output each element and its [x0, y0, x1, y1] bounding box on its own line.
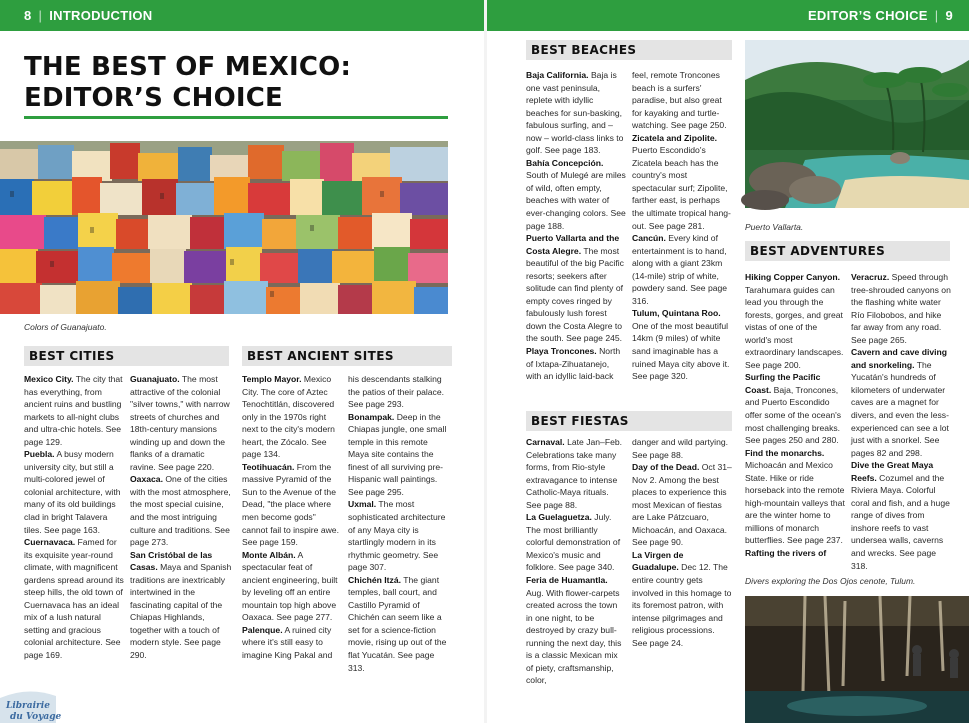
entry-name: Oaxaca. — [130, 474, 163, 485]
entry-text: The most attractive of the colonial "silver towns," with narrow streets of churches and 18th-century mansions winding up and down the flanks of a dramatic ravine. See page 220. — [130, 374, 230, 472]
entry-name: Cavern and cave diving and snorkeling. — [851, 347, 947, 370]
entry-text: Oct 31–Nov 2. Among the best places to experience this most Mexican of fiestas are Lake Pátzcuaro, Michoacán, and Oaxaca. See page 90. — [632, 462, 732, 548]
entry-text: A spectacular feat of ancient engineering, built by leveling off an entire mountain top high above Oaxaca. See page 277. — [242, 549, 338, 623]
best-ancient-sites-heading: BEST ANCIENT SITES — [242, 346, 452, 366]
entry — [745, 547, 845, 560]
entry — [348, 574, 448, 674]
entry-name: San Cristóbal de las Casas. — [130, 549, 213, 573]
best-ancient-sites-column-2 — [348, 373, 448, 674]
entry — [130, 473, 232, 548]
entry-text: Every kind of entertainment is to hand, along with a giant 23km (14-mile) strip of white, powdery sand. See page 316. — [632, 233, 728, 306]
header-separator: | — [38, 8, 43, 23]
entry-text: South of Mulegé are miles of wild, often empty, beaches with water of ever-changing colors. See page 188. — [526, 170, 626, 231]
best-cities-column-2 — [130, 373, 232, 662]
left-running-title: INTRODUCTION — [49, 8, 153, 23]
entry — [242, 624, 342, 662]
entry — [632, 307, 732, 382]
librairie-du-voyage-logo — [0, 688, 62, 723]
best-adventures-heading: BEST ADVENTURES — [745, 241, 950, 261]
puerto-vallarta-illustration — [745, 40, 969, 208]
right-page-number: 9 — [945, 8, 953, 23]
best-beaches-column-2 — [632, 69, 732, 383]
logo-shape — [0, 688, 62, 723]
guanajuato-caption: Colors of Guanajuato. — [24, 322, 107, 332]
entry-text: A ruined city where it's still easy to imagine King Pakal and — [242, 624, 333, 661]
cenote-caption: Divers exploring the Dos Ojos cenote, Tulum. — [745, 576, 916, 586]
entry-name: Templo Mayor. — [242, 374, 302, 384]
entry — [632, 461, 732, 549]
entry-text: From the massive Pyramid of the Sun to the Avenue of the Dead, "the place where men become gods" cannot fail to inspire awe. See page 159. — [242, 461, 339, 548]
entry — [632, 132, 732, 232]
entry-text: Michoacán and Mexico State. Hike or ride horseback into the remote high-mountain valleys that are the winter home to millions of monarch butterflies. See page 237. — [745, 460, 845, 546]
entry-text: The Yucatán's hundreds of kilometers of underwater caves are a magnet for divers, and even the less-experienced can see a lot just with a snorkel. See pages 82 and 298. — [851, 359, 949, 458]
entry-name: Hiking Copper Canyon. — [745, 272, 841, 282]
entry-text: July. The most brilliantly colorful demonstration of Mexico's music and folklore. See page 340. — [526, 512, 621, 573]
logo-line1: Librairie — [6, 701, 50, 711]
puerto-vallarta-photo — [745, 40, 969, 208]
entry — [632, 436, 732, 461]
guanajuato-illustration — [0, 141, 448, 314]
entry — [242, 461, 342, 549]
left-page-header — [0, 0, 484, 31]
entry — [242, 549, 342, 624]
entry-text: Baja is one vast peninsula, replete with idyllic beaches for sun-basking, fabulous surfing, and – now – world-class links to golf. See page 183. — [526, 70, 624, 156]
entry-text: One of the cities with the most atmosphere, the most special cuisine, and the most intriguing culture and traditions. See page 273. — [130, 474, 231, 548]
best-cities-column-1 — [24, 373, 126, 662]
entry — [851, 271, 951, 346]
entry-name: Playa Troncones. — [526, 346, 597, 357]
entry — [526, 157, 626, 232]
entry — [24, 448, 126, 536]
right-page-header — [487, 0, 969, 31]
best-beaches-column-1 — [526, 69, 626, 383]
cenote-illustration — [745, 596, 969, 723]
entry-name: Mexico City. — [24, 374, 74, 384]
page-title-line2: EDITOR’S CHOICE — [24, 83, 283, 113]
entry-name: Dive the Great Maya Reefs. — [851, 460, 934, 483]
entry-text: Baja, Troncones, and Puerto Escondido offer some of the ocean's most challenging breaks. See pages 250 and 280. — [745, 384, 842, 446]
entry-name: Baja California. — [526, 70, 589, 80]
entry-text: A busy modern university city, but still a multi-colored jewel of colonial architecture, with many of its old buildings clad in bright Talavera tiles. See page 163. — [24, 449, 121, 535]
entry-text: One of the most beautiful 14km (9 miles) of white sand imaginable has a ruined Maya city above it. See page 320. — [632, 320, 730, 382]
entry-name: Feria de Huamantla. — [526, 575, 608, 586]
entry — [526, 436, 626, 511]
entry — [130, 549, 232, 662]
entry — [851, 459, 951, 572]
header-separator: | — [934, 8, 939, 23]
entry-text: his descendants stalking the patios of their palace. See page 293. — [348, 374, 445, 410]
entry — [242, 373, 342, 461]
entry-name: Monte Albán. — [242, 549, 296, 560]
entry-name: Puerto Vallarta and the Costa Alegre. — [526, 233, 620, 256]
entry — [526, 69, 626, 157]
entry-text: feel, remote Troncones beach is a surfers' paradise, but also great for kayaking and turtle-watching. See page 250. — [632, 70, 727, 131]
entry — [526, 511, 626, 574]
best-ancient-sites-column-1 — [242, 373, 342, 662]
entry-name: Tulum, Quintana Roo. — [632, 308, 721, 319]
entry — [526, 232, 626, 345]
entry-name: Cuernavaca. — [24, 537, 76, 548]
entry-name: Rafting the rivers of — [745, 548, 827, 559]
entry-name: Carnaval. — [526, 437, 565, 447]
cenote-photo — [745, 596, 969, 723]
entry — [632, 232, 732, 307]
entry-name: Bahía Concepción. — [526, 157, 604, 168]
puerto-vallarta-caption: Puerto Vallarta. — [745, 222, 804, 232]
entry-name: Zicatela and Zipolite. — [632, 132, 717, 143]
best-adventures-column-2 — [851, 271, 951, 572]
entry-name: Chichén Itzá. — [348, 574, 402, 585]
page-title — [24, 52, 454, 114]
entry — [24, 373, 126, 448]
entry — [851, 346, 951, 459]
entry — [348, 498, 448, 573]
best-fiestas-column-1 — [526, 436, 626, 687]
entry — [348, 373, 448, 411]
entry — [24, 536, 126, 661]
guanajuato-photo — [0, 141, 448, 314]
entry-text: Aug. With flower-carpets created across the town in one night, to be destroyed by crazy bull-running the next day, this is a classic Mexican mix of piety, craftsmanship, color, — [526, 587, 622, 686]
entry — [348, 411, 448, 499]
best-beaches-heading: BEST BEACHES — [526, 40, 732, 60]
best-fiestas-heading: BEST FIESTAS — [526, 411, 732, 431]
entry-name: Day of the Dead. — [632, 462, 700, 473]
best-adventures-column-1 — [745, 271, 845, 560]
entry-name: Teotihuacán. — [242, 461, 295, 472]
logo-line2: du Voyage — [10, 712, 62, 722]
entry-name: Palenque. — [242, 624, 283, 635]
entry-name: Puebla. — [24, 449, 55, 460]
right-running-title: EDITOR’S CHOICE — [807, 8, 928, 23]
entry-name: La Virgen de Guadalupe. — [632, 549, 684, 573]
entry-text: Maya and Spanish traditions are inextricably intertwined in the fascinating capital of the Chiapas Highlands, together with a touch of modern style. See page 290. — [130, 562, 232, 661]
entry — [632, 549, 732, 649]
entry — [130, 373, 232, 473]
best-fiestas-column-2 — [632, 436, 732, 649]
page-gutter — [484, 0, 487, 723]
entry-name: Find the monarchs. — [745, 447, 825, 458]
entry-text: Speed through tree-shrouded canyons on the flashing white water Río Filobobos, and hike far away from any road. See page 265. — [851, 272, 951, 345]
entry-name: Veracruz. — [851, 272, 890, 282]
entry-text: danger and wild partying. See page 88. — [632, 437, 729, 460]
entry — [745, 271, 845, 371]
entry-name: Surfing the Pacific Coast. — [745, 372, 821, 395]
entry — [745, 371, 845, 446]
entry-text: Cozumel and the Riviera Maya. Colorful coral and fish, and a huge range of dives from inshore reefs to vast undersea walls, caverns and wrecks. See page 318. — [851, 472, 950, 571]
entry-text: Late Jan–Feb. Celebrations take many forms, from Rio-style extravagance to intense Catholic-Maya rituals. See page 88. — [526, 437, 623, 510]
entry-name: Guanajuato. — [130, 374, 180, 384]
entry-text: Puerto Escondido's Zicatela beach has the country's most spectacular surf; Zipolite, farther east, is perhaps the ultimate tropical hang-out. See page 281. — [632, 145, 731, 231]
entry-text: Dec 12. The entire country gets involved in this homage to its foremost patron, with intense pilgrimages and religious processions. See page 24. — [632, 562, 732, 648]
entry-text: The giant temples, ball court, and Castillo Pyramid of Chichén can seem like a set for a science-fiction movie, rising up out of the flat Yucatán. See page 313. — [348, 574, 447, 673]
entry-text: The most beautiful of the big Pacific resorts; seekers after solitude can find plenty of empty coves ringed by fabulously lush forest down the Costa Alegre to the south. See page 245. — [526, 245, 624, 344]
entry-text: The city that has everything, from ancient ruins and bustling markets to all-night clubs and ultra-chic hotels. See page 129. — [24, 374, 123, 447]
best-cities-heading: BEST CITIES — [24, 346, 229, 366]
entry-name: Bonampak. — [348, 411, 395, 422]
entry-text: North of Ixtapa-Zihuatanejo, with an idyllic laid-back — [526, 346, 621, 382]
entry — [526, 574, 626, 687]
entry — [526, 345, 626, 383]
entry — [632, 69, 732, 132]
page-title-line1: THE BEST OF MEXICO: — [24, 52, 352, 82]
title-underline — [24, 116, 448, 119]
entry-name: La Guelaguetza. — [526, 512, 592, 523]
entry-text: The most sophisticated architecture of any Maya city is startlingly modern in its rhythmic geometry. See page 307. — [348, 499, 446, 573]
entry-text: Mexico City. The core of Aztec Tenochtitlán, discovered only in the 1970s right next to the city's modern heart, the Zócalo. See page 134. — [242, 374, 335, 460]
entry-text: Famed for its exquisite year-round climate, with magnificent gardens spread around its steep hills, the old town of Cuernavaca has an ideal mix of a lush natural setting and gracious colonial architecture. See page 169. — [24, 537, 124, 661]
entry-name: Cancún. — [632, 233, 666, 244]
entry-text: Tarahumara guides can lead you through the forests, gorges, and great vistas of one of the world's most extraordinary landscapes. See page 200. — [745, 284, 844, 370]
left-page-number: 8 — [24, 8, 32, 23]
entry — [745, 447, 845, 547]
entry-name: Uxmal. — [348, 499, 377, 510]
entry-text: Deep in the Chiapas jungle, one small temple in this remote Maya site contains the finest of all surviving pre-Hispanic wall paintings. See page 295. — [348, 411, 447, 497]
